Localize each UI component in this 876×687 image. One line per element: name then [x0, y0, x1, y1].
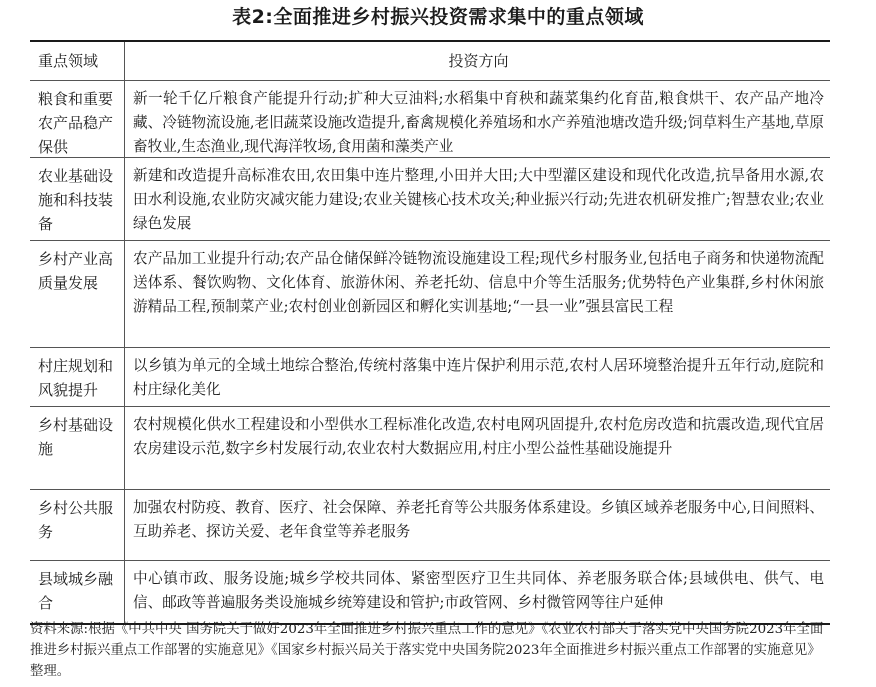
row-area: 乡村产业高质量发展 — [30, 241, 125, 347]
table-row — [30, 560, 830, 623]
row-area: 村庄规划和风貌提升 — [30, 348, 125, 406]
header-area: 重点领域 — [30, 42, 125, 80]
row-area: 乡村公共服务 — [30, 490, 125, 560]
row-direction: 新建和改造提升高标准农田,农田集中连片整理,小田并大田;大中型灌区建设和现代化改造,抗旱备用水源,农田水利设施,农业防灾减灾能力建设;农业关键核心技术攻关;种业振兴行动;先进农机研发推广;智慧农业;农业绿色发展 — [133, 167, 824, 232]
row-area: 县域城乡融合 — [30, 561, 125, 623]
table-row — [30, 489, 830, 560]
table-row — [30, 80, 830, 157]
table-row — [30, 406, 830, 489]
table-title: 表2:全面推进乡村振兴投资需求集中的重点领域 — [232, 6, 644, 28]
row-direction: 中心镇市政、服务设施;城乡学校共同体、紧密型医疗卫生共同体、养老服务联合体;县域供电、供气、电信、邮政等普遍服务类设施城乡统筹建设和管护;市政管网、乡村微管网等往户延伸 — [133, 570, 824, 611]
row-direction: 农村规模化供水工程建设和小型供水工程标准化改造,农村电网巩固提升,农村危房改造和抗震改造,现代宜居农房建设示范,数字乡村发展行动,农业农村大数据应用,村庄小型公益性基础设施提升 — [133, 416, 824, 457]
row-direction: 加强农村防疫、教育、医疗、社会保障、养老托育等公共服务体系建设。乡镇区域养老服务中心,日间照料、互助养老、探访关爱、老年食堂等养老服务 — [133, 499, 824, 540]
table-row — [30, 240, 830, 347]
row-direction: 农产品加工业提升行动;农产品仓储保鲜冷链物流设施建设工程;现代乡村服务业,包括电子商务和快递物流配送体系、餐饮购物、文化体育、旅游休闲、养老托幼、信息中介等生活服务;优势特色产业集群,乡村休闲旅游精品工程,预制菜产业;农村创业创新园区和孵化实训基地;“一县一业”强县富民工程 — [133, 250, 824, 315]
table-header-row — [30, 42, 830, 80]
focus-areas-table — [30, 40, 830, 625]
row-direction: 新一轮千亿斤粮食产能提升行动;扩种大豆油料;水稻集中育秧和蔬菜集约化育苗,粮食烘干、农产品产地冷藏、冷链物流设施,老旧蔬菜设施改造提升,畜禽规模化养殖场和水产养殖池塘改造升级;饲草料生产基地,草原畜牧业,生态渔业,现代海洋牧场,食用菌和藻类产业 — [133, 90, 824, 155]
source-note: 资料来源:根据《中共中央 国务院关于做好2023年全面推进乡村振兴重点工作的意见》《农业农村部关于落实党中央国务院2023年全面推进乡村振兴重点工作部署的实施意见》《国家乡村振兴局关于落实党中央国务院2023年全面推进乡村振兴重点工作部署的实施意见》整理。 — [30, 622, 824, 679]
table-row — [30, 157, 830, 240]
table-row — [30, 347, 830, 406]
row-area: 粮食和重要农产品稳产保供 — [30, 81, 125, 157]
header-direction: 投资方向 — [448, 52, 509, 70]
row-area: 农业基础设施和科技装备 — [30, 158, 125, 240]
row-direction: 以乡镇为单元的全域土地综合整治,传统村落集中连片保护利用示范,农村人居环境整治提升五年行动,庭院和村庄绿化美化 — [133, 357, 824, 398]
row-area: 乡村基础设施 — [30, 407, 125, 489]
